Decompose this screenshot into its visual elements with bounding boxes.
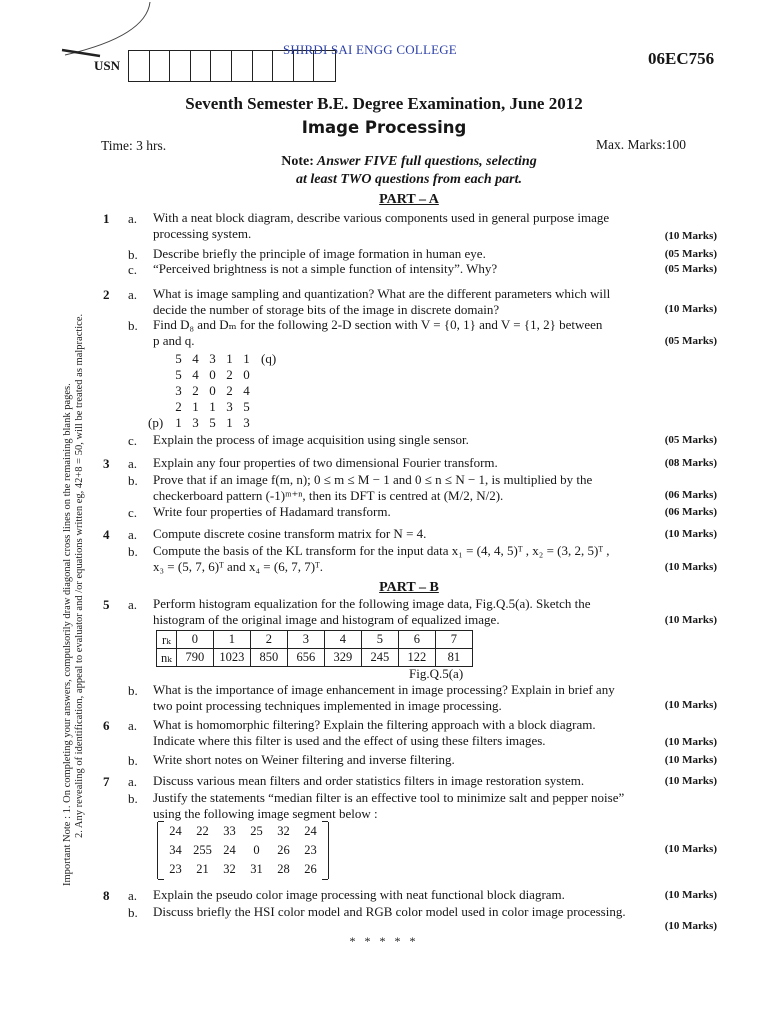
matrix-row <box>148 415 276 431</box>
table-cell: 1 <box>213 631 250 649</box>
matrix-cell: 24 <box>169 824 182 838</box>
matrix-cell: 0 <box>209 383 216 398</box>
table-cell: 7 <box>435 631 472 649</box>
sub-label: a. <box>128 718 138 733</box>
question-text: Prove that if an image f(m, n); 0 ≤ m ≤ M − 1 and 0 ≤ n ≤ N − 1, is multiplied by the checkerboard pattern (-1)ᵐ⁺ⁿ, then its DFT is centred at (M/2, N/2). <box>153 472 593 503</box>
table-row <box>157 649 473 667</box>
table-cell: 4 <box>324 631 361 649</box>
college-stamp: SHIRDI SAI ENGG COLLEGE <box>283 42 457 57</box>
table-cell: 2 <box>250 631 287 649</box>
matrix-cell: 5 <box>209 415 216 430</box>
matrix-cell: 23 <box>169 862 182 876</box>
marks: (10 Marks) <box>664 230 717 242</box>
sub-label: c. <box>128 505 138 520</box>
marks: (05 Marks) <box>664 335 717 347</box>
matrix-cell: 3 <box>209 351 216 366</box>
question-number: 7 <box>103 774 110 789</box>
marks: (10 Marks) <box>664 754 717 766</box>
question-text: What is image sampling and quantization? What are the different parameters which will decide the number of storage bits of the image in discrete domain? <box>153 286 611 317</box>
marks: (10 Marks) <box>664 843 717 855</box>
sub-label: c. <box>128 262 138 277</box>
sub-label: b. <box>128 905 138 920</box>
question-text: What is the importance of image enhancement in image processing? Explain in brief any two point processing techniques implemented in image processing. <box>153 682 615 713</box>
usn-box[interactable] <box>232 51 253 81</box>
question-text: Discuss various mean filters and order statistics filters in image restoration system. <box>153 773 585 788</box>
matrix-cell: 24 <box>223 843 236 857</box>
part-a-label: PART – A <box>379 192 439 207</box>
sub-label: c. <box>128 433 138 448</box>
table-cell: 850 <box>250 649 287 667</box>
table-cell: 0 <box>176 631 213 649</box>
matrix-cell: 1 <box>192 399 199 414</box>
note-line-2: at least TWO questions from each part. <box>296 172 522 187</box>
usn-box[interactable] <box>150 51 171 81</box>
matrix-row <box>148 383 276 399</box>
exam-time: Time: 3 hrs. <box>101 138 167 153</box>
matrix-q-label: (q) <box>261 351 277 366</box>
marks: (10 Marks) <box>664 775 717 787</box>
question-text: Discuss briefly the HSI color model and RGB color model used in color image processing. <box>153 904 626 919</box>
matrix-row-label <box>148 351 170 367</box>
matrix-row <box>148 399 276 415</box>
table-cell: 5 <box>361 631 398 649</box>
table-cell: 3 <box>287 631 324 649</box>
matrix-cell: 2 <box>192 383 199 398</box>
matrix-row-label <box>148 399 170 415</box>
table-cell: 790 <box>176 649 213 667</box>
matrix-cell: 1 <box>226 351 233 366</box>
matrix-cell: 0 <box>243 367 250 382</box>
matrix-row <box>158 860 328 879</box>
table-header-cell: rₖ <box>157 631 177 649</box>
matrix-cell: 28 <box>277 862 290 876</box>
matrix-cell: 33 <box>223 824 236 838</box>
question-number: 4 <box>103 527 110 542</box>
marks: (10 Marks) <box>664 303 717 315</box>
matrix-cell: 1 <box>175 415 182 430</box>
sub-label: a. <box>128 527 138 542</box>
pixel-matrix <box>148 351 276 431</box>
table-cell: 329 <box>324 649 361 667</box>
side-note-line-1: Important Note : 1. On completing your answers, compulsorily draw diagonal cross lines on the remaining blank pages. <box>62 383 73 886</box>
sub-label: b. <box>128 683 138 698</box>
usn-box[interactable] <box>191 51 212 81</box>
table-cell: 122 <box>398 649 435 667</box>
sub-label: a. <box>128 287 138 302</box>
marks: (05 Marks) <box>664 263 717 275</box>
matrix-cell: 0 <box>209 367 216 382</box>
question-number: 3 <box>103 456 110 471</box>
matrix-cell: 21 <box>196 862 209 876</box>
question-text: Compute the basis of the KL transform for the input data x₁ = (4, 4, 5)ᵀ , x₂ = (3, 2, 5)ᵀ , x₃ = (5, 7, 6)ᵀ and x₄ = (6, 7, 7)ᵀ. <box>153 543 610 574</box>
marks: (08 Marks) <box>664 457 717 469</box>
matrix-cell: 2 <box>226 383 233 398</box>
question-text: Explain any four properties of two dimensional Fourier transform. <box>153 455 498 470</box>
question-text: What is homomorphic filtering? Explain the filtering approach with a block diagram. Indicate where this filter is used and the effect of using these filters images. <box>153 717 596 748</box>
note-label: Note: <box>281 154 314 169</box>
matrix-cell: 26 <box>277 843 290 857</box>
sub-label: b. <box>128 753 138 768</box>
usn-box[interactable] <box>211 51 232 81</box>
question-number: 5 <box>103 597 110 612</box>
side-note-line-2: 2. Any revealing of identification, appeal to evaluator and /or equations written eg, 42+8 = 50, will be treated as malpractice. <box>74 313 85 838</box>
sub-label: b. <box>128 473 138 488</box>
note-line-1 <box>0 154 768 170</box>
matrix-cell: 24 <box>304 824 317 838</box>
matrix-cell: 2 <box>226 367 233 382</box>
matrix-cell: 25 <box>250 824 263 838</box>
marks: (05 Marks) <box>664 248 717 260</box>
marks: (10 Marks) <box>664 920 717 932</box>
sub-label: b. <box>128 247 138 262</box>
matrix-cell: 0 <box>253 843 260 857</box>
matrix-cell: 5 <box>175 367 182 382</box>
matrix-cell: 3 <box>192 415 199 430</box>
matrix-cell: 3 <box>175 383 182 398</box>
matrix-cell: 4 <box>192 351 199 366</box>
sub-label: b. <box>128 791 138 806</box>
usn-label: USN <box>94 58 121 73</box>
table-cell: 245 <box>361 649 398 667</box>
question-number: 8 <box>103 888 110 903</box>
marks: (10 Marks) <box>664 614 717 626</box>
usn-box[interactable] <box>170 51 191 81</box>
matrix-row-label <box>148 367 170 383</box>
matrix-cell: 4 <box>192 367 199 382</box>
question-text: Explain the process of image acquisition using single sensor. <box>153 432 469 447</box>
exam-title: Seventh Semester B.E. Degree Examination, June 2012 <box>185 94 583 113</box>
question-number: 6 <box>103 718 110 733</box>
part-b-label: PART – B <box>379 580 439 595</box>
sub-label: a. <box>128 456 138 471</box>
histogram-data-table <box>156 630 473 667</box>
matrix-cell: 26 <box>304 862 317 876</box>
matrix-cell: 1 <box>226 415 233 430</box>
table-cell: 6 <box>398 631 435 649</box>
matrix-cell: 32 <box>223 862 236 876</box>
sub-label: a. <box>128 211 138 226</box>
table-row <box>157 631 473 649</box>
question-text: Write short notes on Weiner filtering and inverse filtering. <box>153 752 455 767</box>
marks: (10 Marks) <box>664 561 717 573</box>
figure-caption: Fig.Q.5(a) <box>409 666 464 681</box>
table-header-cell: nₖ <box>157 649 177 667</box>
subject-code: 06EC756 <box>648 49 715 68</box>
matrix-cell: 1 <box>209 399 216 414</box>
matrix-cell: 3 <box>243 415 250 430</box>
question-text: Perform histogram equalization for the following image data, Fig.Q.5(a). Sketch the histogram of the original image and histogram of equalized image. <box>153 596 591 627</box>
matrix-row <box>158 822 328 841</box>
marks: (10 Marks) <box>664 736 717 748</box>
sub-label: b. <box>128 544 138 559</box>
marks: (06 Marks) <box>664 489 717 501</box>
image-segment-matrix <box>157 822 329 879</box>
question-text: Find D₈ and Dₘ for the following 2-D section with V = {0, 1} and V = {1, 2} between p and q. <box>153 317 603 348</box>
marks: (10 Marks) <box>664 528 717 540</box>
sub-label: a. <box>128 774 138 789</box>
subject-title: Image Processing <box>301 118 467 137</box>
matrix-cell: 34 <box>169 843 182 857</box>
marks: (10 Marks) <box>664 889 717 901</box>
question-text: Explain the pseudo color image processing with neat functional block diagram. <box>153 887 565 902</box>
matrix-cell: 1 <box>243 351 250 366</box>
matrix-row-label <box>148 383 170 399</box>
sub-label: a. <box>128 888 138 903</box>
table-cell: 81 <box>435 649 472 667</box>
question-text: Justify the statements “median filter is an effective tool to minimize salt and pepper noise” using the following image segment below : <box>153 790 625 821</box>
question-text: Describe briefly the principle of image formation in human eye. <box>153 246 486 261</box>
matrix-cell: 32 <box>277 824 290 838</box>
note-text: Answer FIVE full questions, selecting <box>316 154 537 169</box>
table-cell: 1023 <box>213 649 250 667</box>
matrix-cell: 2 <box>175 399 182 414</box>
sub-label: a. <box>128 597 138 612</box>
part-a-heading <box>0 192 768 208</box>
part-b-heading <box>0 580 768 596</box>
matrix-cell: 5 <box>243 399 250 414</box>
question-text: Compute discrete cosine transform matrix for N = 4. <box>153 526 427 541</box>
matrix-cell: 31 <box>250 862 263 876</box>
marks: (10 Marks) <box>664 699 717 711</box>
matrix-cell: 5 <box>175 351 182 366</box>
marks: (05 Marks) <box>664 434 717 446</box>
question-number: 1 <box>103 211 110 226</box>
table-cell: 656 <box>287 649 324 667</box>
question-number: 2 <box>103 287 110 302</box>
matrix-cell: 3 <box>226 399 233 414</box>
question-text: With a neat block diagram, describe various components used in general purpose image processing system. <box>153 210 610 241</box>
matrix-row <box>158 841 328 860</box>
question-text: Write four properties of Hadamard transform. <box>153 504 391 519</box>
matrix-row-label: (p) <box>148 415 164 430</box>
matrix-row <box>148 367 276 383</box>
sub-label: b. <box>128 318 138 333</box>
marks: (06 Marks) <box>664 506 717 518</box>
side-important-note <box>62 226 86 886</box>
usn-box[interactable] <box>253 51 274 81</box>
question-text: “Perceived brightness is not a simple function of intensity”. Why? <box>153 261 498 276</box>
matrix-cell: 23 <box>304 843 317 857</box>
matrix-cell: 255 <box>193 843 212 857</box>
end-stars: * * * * * <box>349 934 419 948</box>
matrix-cell: 22 <box>196 824 209 838</box>
max-marks: Max. Marks:100 <box>596 137 686 152</box>
matrix-cell: 4 <box>243 383 250 398</box>
matrix-row <box>148 351 276 367</box>
usn-box[interactable] <box>129 51 150 81</box>
